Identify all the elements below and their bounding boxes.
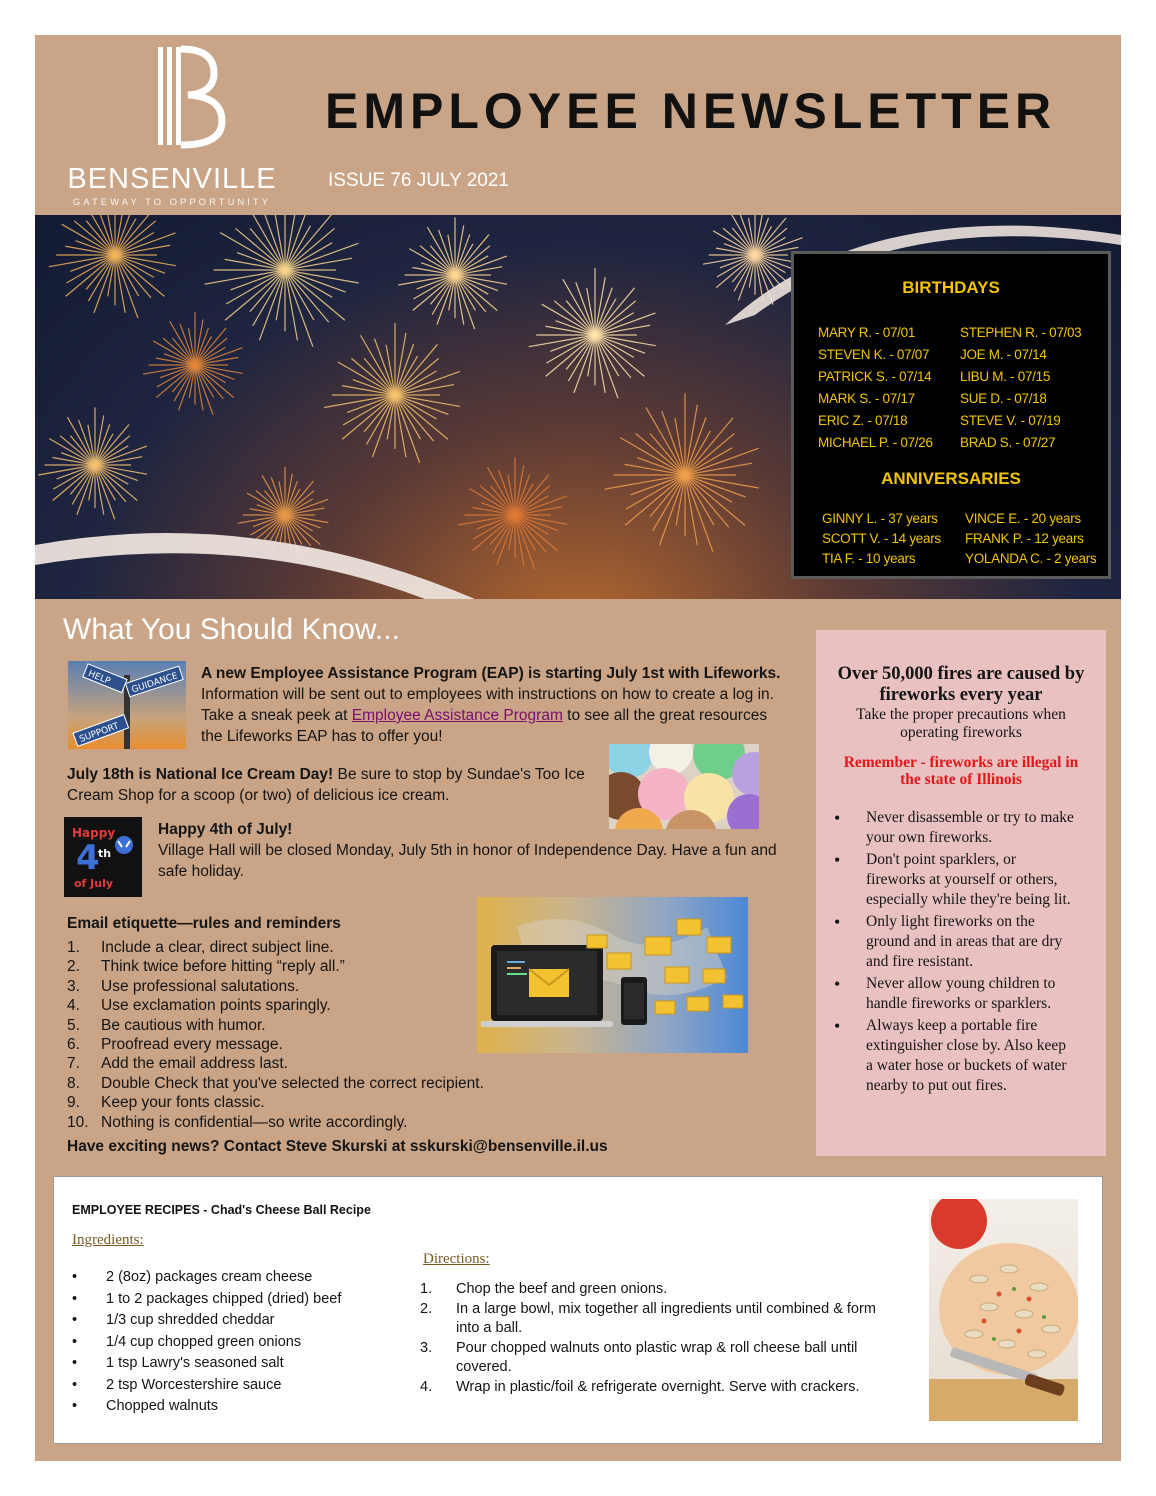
list-item: • 1 tsp Lawry's seasoned salt: [72, 1353, 341, 1375]
list-item: • 2 (8oz) packages cream cheese: [72, 1267, 341, 1289]
birthday-item: LIBU M. - 07/15: [960, 369, 1051, 384]
list-item: [67, 938, 484, 957]
list-text: Wrap in plastic/foil & refrigerate overnight. Serve with crackers.: [456, 1378, 860, 1395]
july4-art-4: 4: [76, 838, 100, 878]
anniversary-item: GINNY L. - 37 years: [822, 511, 938, 526]
newsletter-page: [35, 35, 1121, 1461]
list-number: 2.: [420, 1300, 433, 1317]
eap-paragraph: [201, 663, 791, 747]
list-item: [67, 996, 484, 1015]
bensenville-logo: [67, 43, 277, 213]
newsletter-title: EMPLOYEE NEWSLETTER: [325, 83, 1057, 139]
ice-cream-paragraph: [67, 764, 587, 806]
list-item: [67, 1054, 484, 1073]
email-heading-text: Email etiquette—rules and reminders: [67, 915, 341, 932]
signpost-support-text: SUPPORT: [78, 721, 121, 745]
birthday-item: MARY R. - 07/01: [818, 325, 916, 340]
list-item: • 1/3 cup shredded cheddar: [72, 1310, 341, 1332]
ingredients-list: [72, 1267, 341, 1418]
list-item: • Never allow young children to handle fireworks or sparklers.: [834, 974, 1076, 1014]
fireworks-safety-sub: Take the proper precautions when operating fireworks: [856, 706, 1066, 741]
cheese-ball-image: [929, 1199, 1078, 1421]
list-number: 9.: [67, 1094, 80, 1112]
birthdays-anniversaries-box: [791, 251, 1111, 579]
list-item: • 1/4 cup chopped green onions: [72, 1332, 341, 1354]
birthday-item: BRAD S. - 07/27: [960, 435, 1056, 450]
list-item: [420, 1378, 890, 1398]
anniversaries-col-2: [965, 509, 1096, 569]
list-item: [67, 1074, 484, 1093]
birthday-item: MICHAEL P. - 07/26: [818, 435, 933, 450]
anniversary-item: TIA F. - 10 years: [822, 551, 916, 566]
ice-cream-image: [609, 744, 759, 829]
list-number: 7.: [67, 1055, 80, 1073]
birthdays-col-2: [960, 322, 1081, 454]
birthday-item: STEVE V. - 07/19: [960, 413, 1061, 428]
list-text: In a large bowl, mix together all ingredients until combined & form into a ball.: [456, 1300, 876, 1337]
ice-cream-text: Be sure to stop by Sundae's Too Ice Cream Shop for a scoop (or two) of delicious ice cream.: [67, 766, 585, 804]
july4-text: Village Hall will be closed Monday, July 5th in honor of Independence Day. Have a fun and safe holiday.: [158, 842, 777, 880]
birthday-item: JOE M. - 07/14: [960, 347, 1047, 362]
july4-headline: Happy 4th of July!: [158, 821, 293, 838]
eap-headline: A new Employee Assistance Program (EAP) is starting July 1st with Lifeworks.: [201, 665, 781, 682]
signpost-guidance-text: GUIDANCE: [130, 671, 180, 696]
list-text: Double Check that you've selected the correct recipient.: [101, 1074, 484, 1092]
list-text: Chop the beef and green onions.: [456, 1281, 668, 1297]
list-number: 3.: [67, 977, 80, 995]
list-item: • Only light fireworks on the ground and in areas that are dry and fire resistant.: [834, 912, 1076, 972]
email-rules-list: [67, 938, 484, 1132]
birthday-item: STEVEN K. - 07/07: [818, 347, 930, 362]
list-item: [67, 1093, 484, 1112]
list-number: 5.: [67, 1016, 80, 1034]
contact-text: Have exciting news? Contact Steve Skurski at sskurski@bensenville.il.us: [67, 1138, 608, 1155]
issue-label: ISSUE 76 JULY 2021: [328, 170, 509, 191]
list-item: [67, 1035, 484, 1054]
list-text: Keep your fonts classic.: [101, 1094, 265, 1112]
july4-art-happy: Happy: [72, 826, 116, 840]
logo-tagline: GATEWAY TO OPPORTUNITY: [72, 197, 272, 208]
fireworks-tips-list: [816, 808, 1106, 1096]
birthday-item: MARK S. - 07/17: [818, 391, 915, 406]
what-you-should-know-title: What You Should Know...: [63, 613, 400, 646]
list-item: [420, 1300, 890, 1339]
ingredients-label: Ingredients:: [72, 1232, 144, 1248]
anniversary-item: YOLANDA C. - 2 years: [965, 551, 1097, 566]
list-text: Use professional salutations.: [101, 977, 300, 995]
recipe-box: [53, 1176, 1103, 1444]
eap-text-2: to see all the great resources the Lifeworks EAP has to offer you!: [201, 707, 768, 745]
list-number: 6.: [67, 1036, 80, 1054]
email-heading: [67, 913, 341, 934]
fireworks-safety-box: [816, 630, 1106, 1156]
list-item: [420, 1339, 890, 1378]
list-item: [420, 1280, 890, 1300]
email-laptop-image: [477, 897, 748, 1053]
anniversary-item: FRANK P. - 12 years: [965, 531, 1084, 546]
list-number: 2.: [67, 958, 80, 976]
list-number: 8.: [67, 1074, 80, 1092]
fireworks-illegal-warning: Remember - fireworks are illegal in the state of Illinois: [843, 754, 1079, 788]
eap-text-1: Information will be sent out to employees with instructions on how to create a log in. Take a sneak peek at: [201, 686, 774, 724]
list-text: Include a clear, direct subject line.: [101, 939, 334, 956]
list-item: [67, 977, 484, 996]
july4-paragraph: [158, 819, 788, 882]
birthday-item: STEPHEN R. - 07/03: [960, 325, 1082, 340]
list-text: Use exclamation points sparingly.: [101, 997, 331, 1015]
anniversaries-heading: ANNIVERSARIES: [881, 469, 1021, 488]
list-item: [67, 1016, 484, 1035]
list-text: Proofread every message.: [101, 1036, 283, 1054]
list-number: 4.: [67, 997, 80, 1015]
contact-line: [67, 1136, 608, 1157]
logo-name: BENSENVILLE: [67, 163, 277, 195]
eap-link[interactable]: Employee Assistance Program: [351, 707, 563, 724]
list-text: Be cautious with humor.: [101, 1016, 266, 1034]
list-number: 3.: [420, 1339, 433, 1356]
july4-art-of-july: of July: [74, 877, 114, 890]
list-item: • Don't point sparklers, or fireworks at yourself or others, especially while they're being lit.: [834, 850, 1076, 910]
birthday-item: SUE D. - 07/18: [960, 391, 1047, 406]
fourth-of-july-image: [64, 817, 142, 897]
list-item: • Chopped walnuts: [72, 1396, 341, 1418]
list-text: Add the email address last.: [101, 1055, 288, 1073]
anniversaries-col-1: [822, 509, 941, 569]
ice-cream-headline: July 18th is National Ice Cream Day!: [67, 766, 334, 783]
birthdays-heading: BIRTHDAYS: [902, 278, 1000, 297]
logo-b-mark: [152, 43, 232, 175]
anniversary-item: VINCE E. - 20 years: [965, 511, 1081, 526]
birthday-item: ERIC Z. - 07/18: [818, 413, 908, 428]
signpost-help-text: HELP: [86, 669, 112, 687]
directions-label: Directions:: [423, 1251, 490, 1267]
list-item: [67, 1113, 484, 1132]
list-text: Pour chopped walnuts onto plastic wrap & roll cheese ball until covered.: [456, 1339, 858, 1376]
anniversary-item: SCOTT V. - 14 years: [822, 531, 941, 546]
list-item: • 2 tsp Worcestershire sauce: [72, 1375, 341, 1397]
july4-art-th: th: [98, 847, 112, 860]
list-number: 4.: [420, 1378, 433, 1395]
list-number: 10.: [67, 1113, 89, 1131]
list-text: Think twice before hitting “reply all.”: [101, 958, 345, 976]
list-item: • Always keep a portable fire extinguisher close by. Also keep a water hose or buckets of water nearby to put out fires.: [834, 1016, 1076, 1096]
list-number: 1.: [67, 939, 80, 956]
list-text: Nothing is confidential—so write accordingly.: [101, 1113, 408, 1131]
list-item: • 1 to 2 packages chipped (dried) beef: [72, 1289, 341, 1311]
list-item: [67, 957, 484, 976]
list-item: • Never disassemble or try to make your own fireworks.: [834, 808, 1076, 848]
recipe-title: EMPLOYEE RECIPES - Chad's Cheese Ball Recipe: [72, 1203, 371, 1217]
fireworks-safety-heading: Over 50,000 fires are caused by fireworks every year: [837, 664, 1085, 705]
directions-list: [420, 1280, 890, 1398]
list-number: 1.: [420, 1281, 433, 1297]
signpost-image: [68, 661, 186, 749]
fireworks-banner: [35, 215, 1121, 599]
birthdays-col-1: [818, 322, 933, 454]
birthday-item: PATRICK S. - 07/14: [818, 369, 932, 384]
